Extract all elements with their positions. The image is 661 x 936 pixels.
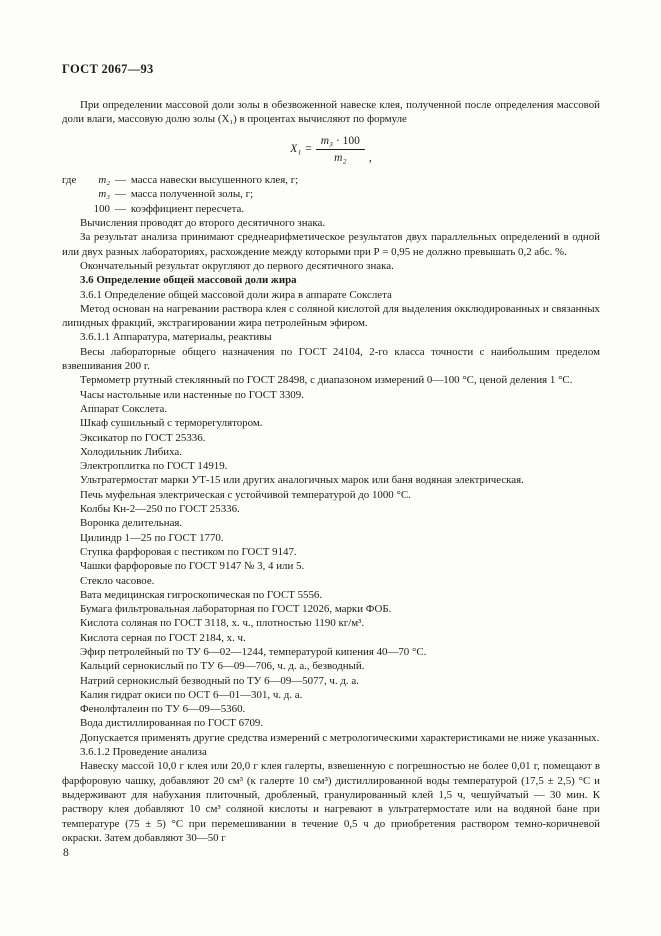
dash: — (115, 174, 126, 187)
where-lead (62, 187, 84, 201)
list-item: Вата медицинская гигроскопическая по ГОСТ 5556. (80, 588, 323, 601)
paragraph: Навеску массой 10,0 г клея или 20,0 г клея галерты, взвешенную с погрешностью не более 0,01 г, помещают в фарфоровую чашку, добавляют 20 см³ (к галерте 10 см³) дистиллированной воды температурой (17,5 ± 2,5) °С и выдерживают для набухания плиточный, дробленый, гранулированный клей 1,5 ч, чешуйчатый — 30 мин. К раствору клея добавляют 10 см³ соляной кислоты и нагревают в ультратермостате или на водяной бане при температуре (75 ± 5) °С при перемешивании в течение 0,5 ч до приобретения раствором темно-коричневой окраски. Затем добавляют 30—50 г (62, 760, 600, 844)
page-number: 8 (63, 847, 69, 859)
list-item: Воронка делительная. (80, 517, 183, 530)
standard-number-header: ГОСТ 2067—93 (62, 62, 154, 76)
list-item: Чашки фарфоровые по ГОСТ 9147 № 3, 4 или 5. (80, 560, 305, 573)
where-term: 100 (93, 202, 110, 215)
formula-lhs-variable: X₁ (290, 143, 302, 156)
paragraph: Термометр ртутный стеклянный по ГОСТ 28498, с диапазоном измерений 0—100 °С, ценой деления 1 °С. (80, 374, 573, 387)
paragraph: Весы лабораторные общего назначения по ГОСТ 24104, 2-го класса точности с наибольшим пределом взвешивания 200 г. (62, 345, 600, 373)
formula-trailing-comma: , (368, 151, 372, 164)
list-item: Кислота серная по ГОСТ 2184, х. ч. (80, 631, 246, 644)
paragraph-intro: При определении массовой доли золы в обезвоженной навеске клея, полученной после определения массовой доли влаги, массовую долю золы (X₁) в процентах вычисляют по формуле (62, 99, 600, 126)
paragraph: Допускается применять другие средства измерений с метрологическими характеристиками не ниже указанных. (80, 731, 600, 744)
equals-sign: = (305, 143, 312, 156)
where-lead (62, 202, 84, 216)
subsection-heading: 3.6.1.2 Проведение анализа (80, 746, 207, 759)
fraction-denominator: m₂ (316, 149, 365, 165)
paragraph: Окончательный результат округляют до первого десятичного знака. (80, 259, 394, 272)
where-row (62, 202, 600, 216)
list-item: Ступка фарфоровая с пестиком по ГОСТ 9147. (80, 545, 297, 558)
where-row (62, 187, 600, 201)
list-item: Электроплитка по ГОСТ 14919. (80, 460, 228, 473)
formula-fraction (316, 134, 365, 166)
list-item: Часы настольные или настенные по ГОСТ 3309. (80, 388, 304, 401)
where-row (62, 173, 600, 187)
dash: — (115, 188, 126, 201)
list-item: Калия гидрат окиси по ОСТ 6—01—301, ч. д. а. (80, 688, 303, 701)
list-item: Печь муфельная электрическая с устойчивой температурой до 1000 °С. (80, 488, 411, 501)
subsection-heading: 3.6.1 Определение общей массовой доли жира в аппарате Сокслета (80, 288, 392, 301)
list-item: Фенолфталеин по ТУ 6—09—5360. (80, 703, 246, 716)
list-item: Колбы Кн-2—250 по ГОСТ 25336. (80, 503, 240, 516)
where-definition: масса навески высушенного клея, г; (130, 174, 299, 187)
paragraph: За результат анализа принимают среднеарифметическое результатов двух параллельных определений в одной или двух разных лабораториях, расхождение между которыми при Р = 0,95 не должно превышать 0,2 абс. %. (62, 231, 600, 258)
list-item: Кислота соляная по ГОСТ 3118, х. ч., плотностью 1190 кг/м³. (80, 617, 365, 630)
section-heading: 3.6 Определение общей массовой доли жира (80, 274, 297, 287)
list-item: Кальций сернокислый по ТУ 6—09—706, ч. д. а., безводный. (80, 660, 365, 673)
list-item: Стекло часовое. (80, 574, 155, 587)
numerator-variable: m₃ (320, 134, 334, 147)
where-lead: где (62, 174, 77, 187)
paragraph: Вычисления проводят до второго десятичного знака. (80, 217, 326, 230)
formula (62, 134, 600, 166)
list-item: Ультратермостат марки УТ-15 или других аналогичных марок или баня водяная электрическая. (80, 474, 524, 487)
subsection-heading: 3.6.1.1 Аппаратура, материалы, реактивы (80, 331, 272, 344)
where-term: m₃ (98, 188, 110, 201)
where-list (62, 173, 600, 216)
list-item: Холодильник Либиха. (80, 445, 182, 458)
list-item: Шкаф сушильный с терморегулятором. (80, 417, 263, 430)
list-item: Цилиндр 1—25 по ГОСТ 1770. (80, 531, 224, 544)
list-item: Вода дистиллированная по ГОСТ 6709. (80, 717, 264, 730)
multiplication-dot: · (335, 134, 340, 147)
where-definition: масса полученной золы, г; (130, 188, 254, 201)
list-item: Аппарат Сокслета. (80, 402, 168, 415)
document-body (62, 98, 600, 845)
list-item: Бумага фильтровальная лабораторная по ГОСТ 12026, марки ФОБ. (80, 603, 392, 616)
list-item: Эксикатор по ГОСТ 25336. (80, 431, 206, 444)
list-item: Натрий сернокислый безводный по ТУ 6—09—5077, ч. д. а. (80, 674, 359, 687)
list-item: Эфир петролейный по ТУ 6—02—1244, температурой кипения 40—70 °С. (80, 645, 427, 658)
paragraph: Метод основан на нагревании раствора клея с соляной кислотой для выделения окклюдированных и связанных липидных фракций, экстрагировании жира петролейным эфиром. (62, 302, 600, 330)
fraction-numerator (316, 134, 365, 149)
where-term: m₂ (98, 174, 110, 187)
where-definition: коэффициент пересчета. (130, 202, 245, 215)
numerator-factor: 100 (342, 134, 360, 147)
dash: — (115, 202, 126, 215)
